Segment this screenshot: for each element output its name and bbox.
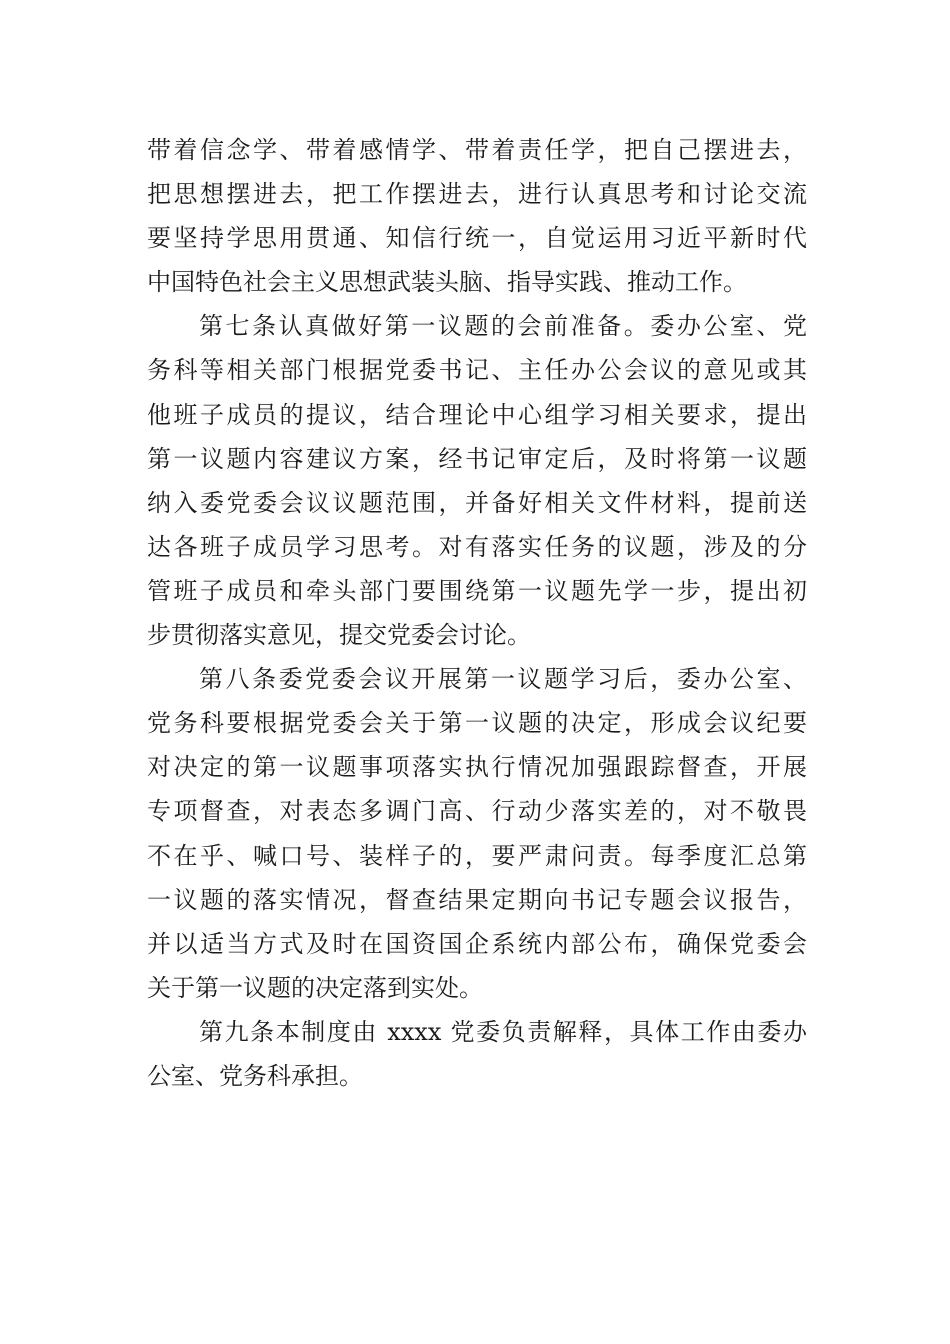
article-8-line: 并以适当方式及时在国资国企系统内部公布，确保党委会 [147,929,807,958]
article-8-line: 不在乎、喊口号、装样子的，要严肃问责。每季度汇总第 [147,841,807,870]
article-7-line: 纳入委党委会议议题范围，并备好相关文件材料，提前送 [147,488,807,517]
article-8-line: 第八条委党委会议开展第一议题学习后，委办公室、 [199,665,807,694]
article-8-line: 对决定的第一议题事项落实执行情况加强跟踪督查，开展 [147,753,807,782]
article-7-line: 他班子成员的提议，结合理论中心组学习相关要求，提出 [147,400,807,429]
article-8-line: 专项督查，对表态多调门高、行动少落实差的，对不敬畏 [147,797,807,826]
paragraph-line: 中国特色社会主义思想武装头脑、指导实践、推动工作。 [147,268,747,297]
paragraph-line: 带着信念学、带着感情学、带着责任学，把自己摆进去， [147,136,807,164]
article-8-line: 一议题的落实情况，督查结果定期向书记专题会议报告， [147,885,807,914]
article-7-line: 步贯彻落实意见，提交党委会讨论。 [147,621,531,650]
article-7-line: 管班子成员和牵头部门要围绕第一议题先学一步，提出初 [147,576,807,605]
article-7-line: 第七条认真做好第一议题的会前准备。委办公室、党 [199,312,807,341]
article-9-line: 公室、党务科承担。 [147,1061,363,1090]
paragraph-line: 要坚持学思用贯通、知信行统一，自觉运用习近平新时代 [147,224,807,253]
article-7-line: 第一议题内容建议方案，经书记审定后，及时将第一议题 [147,444,807,473]
article-8-line: 关于第一议题的决定落到实处。 [147,973,483,1002]
article-8-line: 党务科要根据党委会关于第一议题的决定，形成会议纪要 [147,709,807,738]
paragraph-line: 把思想摆进去，把工作摆进去，进行认真思考和讨论交流 [147,180,807,209]
article-7-line: 达各班子成员学习思考。对有落实任务的议题，涉及的分 [147,532,807,561]
article-7-line: 务科等相关部门根据党委书记、主任办公会议的意见或其 [147,356,807,385]
document-body [147,128,807,1098]
article-9-line: 第九条本制度由 xxxx 党委负责解释，具体工作由委办 [199,1017,807,1046]
